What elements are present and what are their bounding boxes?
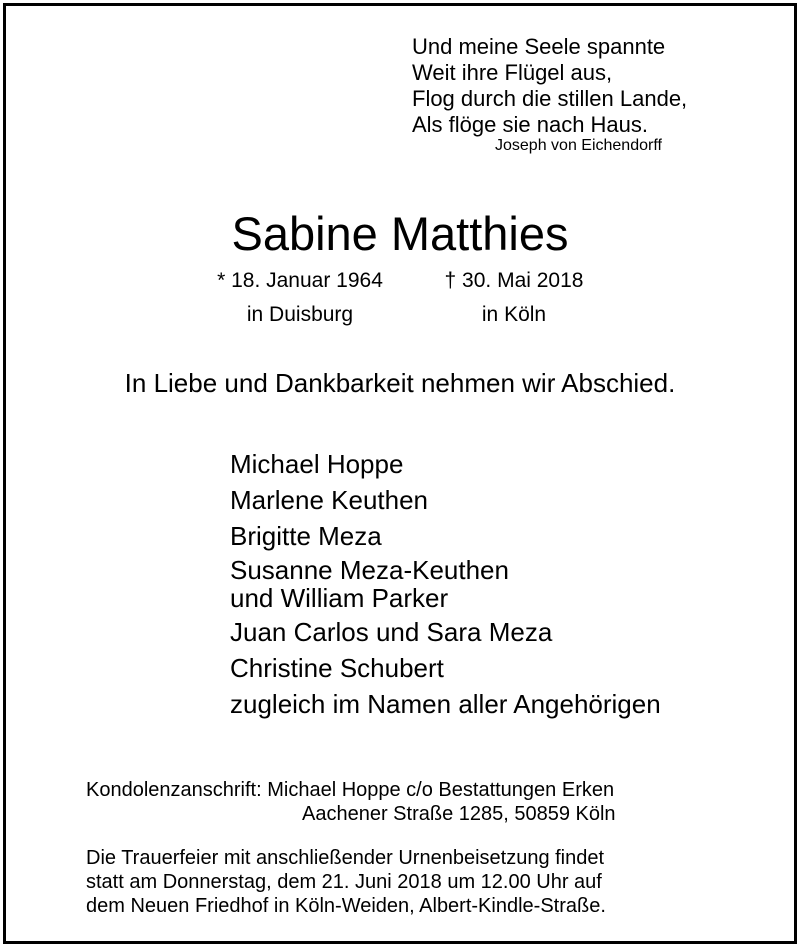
mourner-name-line: und William Parker	[230, 583, 449, 613]
death-info	[414, 264, 614, 332]
condolence-address-label: Kondolenzanschrift: Michael Hoppe c/o Bestattungen Erken	[86, 779, 615, 801]
mourner-name: zugleich im Namen aller Angehörigen	[230, 689, 661, 719]
mourner-name: Brigitte Meza	[230, 521, 382, 551]
poem-line: Als flöge sie nach Haus.	[412, 112, 649, 137]
mourner-name	[230, 556, 661, 612]
ceremony-line: Die Trauerfeier mit anschließender Urnenbeisetzung findet	[86, 847, 605, 869]
mourner-name-line: Susanne Meza-Keuthen	[230, 555, 509, 585]
mourner-name: Marlene Keuthen	[230, 485, 429, 515]
deceased-name: Sabine Matthies	[231, 207, 569, 260]
condolence-address: Aachener Straße 1285, 50859 Köln	[302, 803, 616, 825]
poem	[412, 34, 687, 138]
ceremony-details	[86, 846, 606, 918]
mourner-name: Christine Schubert	[230, 653, 444, 683]
poem-line: Flog durch die stillen Lande,	[412, 86, 688, 111]
death-date: † 30. Mai 2018	[444, 269, 584, 292]
ceremony-line: dem Neuen Friedhof in Köln-Weiden, Albert-Kindle-Straße.	[86, 895, 606, 917]
birth-info	[200, 264, 400, 332]
poem-line: Weit ihre Flügel aus,	[412, 60, 613, 85]
mourner-name: Juan Carlos und Sara Meza	[230, 617, 553, 647]
mourners-list	[230, 448, 661, 724]
poem-author: Joseph von Eichendorff	[495, 137, 662, 154]
ceremony-line: statt am Donnerstag, dem 21. Juni 2018 um 12.00 Uhr auf	[86, 871, 602, 893]
poem-line: Und meine Seele spannte	[412, 34, 666, 59]
farewell-text: In Liebe und Dankbarkeit nehmen wir Abschied.	[124, 368, 676, 398]
death-place: in Köln	[481, 303, 547, 326]
birth-date: * 18. Januar 1964	[217, 269, 383, 292]
mourner-name: Michael Hoppe	[230, 449, 404, 479]
birth-place: in Duisburg	[246, 303, 354, 326]
